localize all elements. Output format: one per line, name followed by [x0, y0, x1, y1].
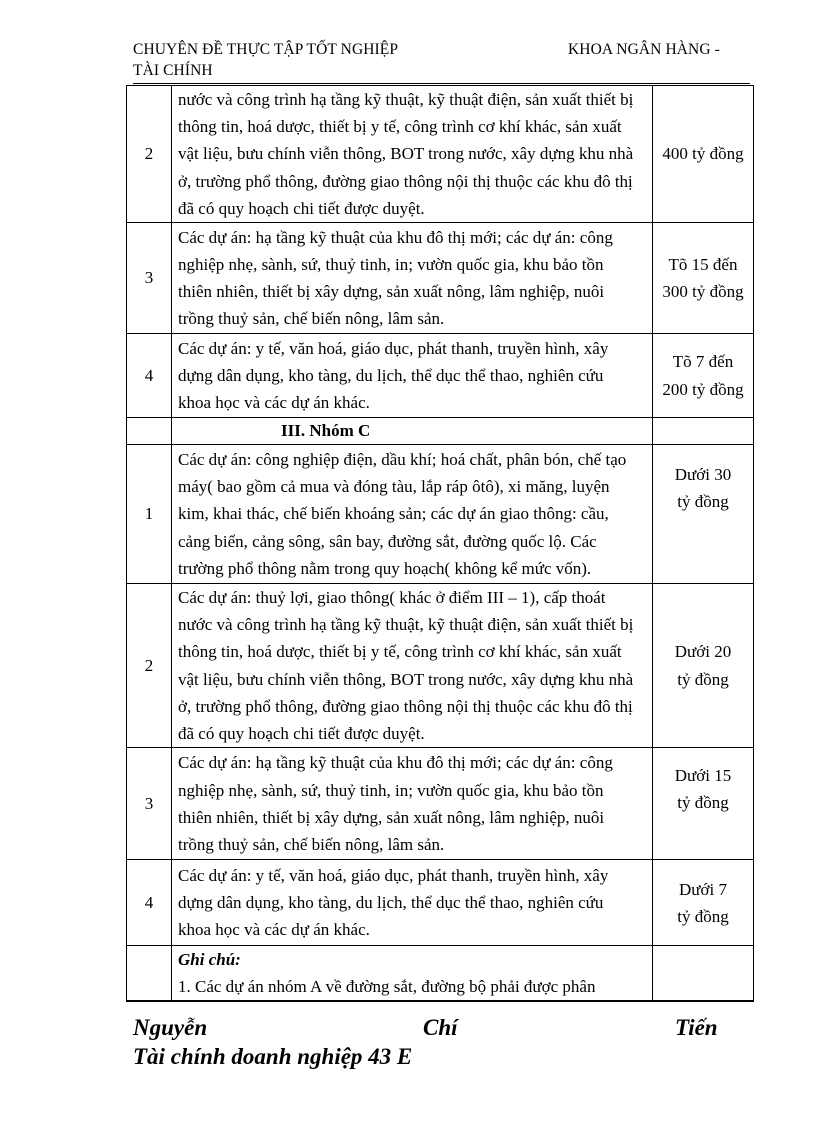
footer-first-name: Nguyễn [133, 1015, 208, 1040]
footer-last-name: Tiến [675, 1015, 718, 1040]
table-row [127, 860, 754, 946]
group-c-heading: III. Nhóm C [172, 418, 653, 445]
table-row [127, 445, 754, 584]
project-group-table [126, 85, 754, 1002]
table-row [127, 748, 754, 860]
row-number: 2 [127, 86, 172, 223]
header-department-cont: TÀI CHÍNH [133, 62, 213, 79]
footer-divider [126, 1000, 753, 1001]
row-capital: Dưới 30 tỷ đồng [653, 445, 754, 584]
row-number: 4 [127, 334, 172, 418]
row-number: 3 [127, 223, 172, 334]
row-description: Các dự án: hạ tầng kỹ thuật của khu đô thị mới; các dự án: công nghiệp nhẹ, sành, sứ, thuỷ tinh, in; vườn quốc gia, khu bảo tồn thiên nhiên, thiết bị xây dựng, sản xuất nông, lâm nghiệp, nuôi trồng thuỷ sản, chế biến nông, lâm sản. [172, 748, 653, 860]
row-capital: Tõ 15 đến 300 tỷ đồng [653, 223, 754, 334]
row-number: 2 [127, 584, 172, 748]
header-department: KHOA NGÂN HÀNG - [568, 41, 720, 58]
row-description: Các dự án: y tế, văn hoá, giáo dục, phát thanh, truyền hình, xây dựng dân dụng, kho tàng, du lịch, thể dục thể thao, nghiên cứu khoa học và các dự án khác. [172, 334, 653, 418]
header-title: CHUYÊN ĐỀ THỰC TẬP TỐT NGHIỆP [133, 41, 399, 58]
row-capital [653, 418, 754, 445]
row-description: Các dự án: hạ tầng kỹ thuật của khu đô thị mới; các dự án: công nghiệp nhẹ, sành, sứ, thuỷ tinh, in; vườn quốc gia, khu bảo tồn thiên nhiên, thiết bị xây dựng, sản xuất nông, lâm nghiệp, nuôi trồng thuỷ sản, chế biến nông, lâm sản. [172, 223, 653, 334]
footer-middle-name: Chí [423, 1015, 458, 1040]
row-number [127, 418, 172, 445]
row-description: Các dự án: y tế, văn hoá, giáo dục, phát thanh, truyền hình, xây dựng dân dụng, kho tàng, du lịch, thể dục thể thao, nghiên cứu khoa học và các dự án khác. [172, 860, 653, 946]
table-row [127, 223, 754, 334]
row-capital: Dưới 15 tỷ đồng [653, 748, 754, 860]
row-number: 3 [127, 748, 172, 860]
notes-line: 1. Các dự án nhóm A về đường sắt, đường bộ phải được phân [178, 977, 596, 997]
row-capital: Dưới 20 tỷ đồng [653, 584, 754, 748]
row-number: 1 [127, 445, 172, 584]
footer-class: Tài chính doanh nghiệp 43 E [133, 1044, 413, 1069]
notes-row [127, 946, 754, 1002]
table-row [127, 86, 754, 223]
table-row [127, 584, 754, 748]
row-description: Các dự án: thuỷ lợi, giao thông( khác ở điểm III – 1), cấp thoát nước và công trình hạ tầng kỹ thuật, kỹ thuật điện, sản xuất thiết bị thông tin, hoá dược, thiết bị y tế, công trình cơ khí khác, sản xuất vật liệu, bưu chính viễn thông, BOT trong nước, xây dựng khu nhà ở, trường phổ thông, đường giao thông nội thị thuộc các khu đô thị đã có quy hoạch chi tiết được duyệt. [172, 584, 653, 748]
group-heading-row [127, 418, 754, 445]
table-row [127, 334, 754, 418]
row-capital: 400 tỷ đồng [653, 86, 754, 223]
row-number: 4 [127, 860, 172, 946]
notes-title: Ghi chú: [178, 950, 241, 970]
row-capital: Dưới 7 tỷ đồng [653, 860, 754, 946]
row-description: Các dự án: công nghiệp điện, dầu khí; hoá chất, phân bón, chế tạo máy( bao gồm cả mua và đóng tàu, lắp ráp ôtô), xi măng, luyện kim, khai thác, chế biến khoáng sản; các dự án giao thông: cầu, cảng biển, cảng sông, sân bay, đường sắt, đường quốc lộ. Các trường phổ thông nằm trong quy hoạch( không kể mức vốn). [172, 445, 653, 584]
notes-cell [172, 946, 653, 1002]
header-divider [133, 83, 750, 84]
row-capital [653, 946, 754, 1002]
row-number [127, 946, 172, 1002]
row-description: nước và công trình hạ tầng kỹ thuật, kỹ thuật điện, sản xuất thiết bị thông tin, hoá dược, thiết bị y tế, công trình cơ khí khác, sản xuất vật liệu, bưu chính viễn thông, BOT trong nước, xây dựng khu nhà ở, trường phổ thông, đường giao thông nội thị thuộc các khu đô thị đã có quy hoạch chi tiết được duyệt. [172, 86, 653, 223]
row-capital: Tõ 7 đến 200 tỷ đồng [653, 334, 754, 418]
